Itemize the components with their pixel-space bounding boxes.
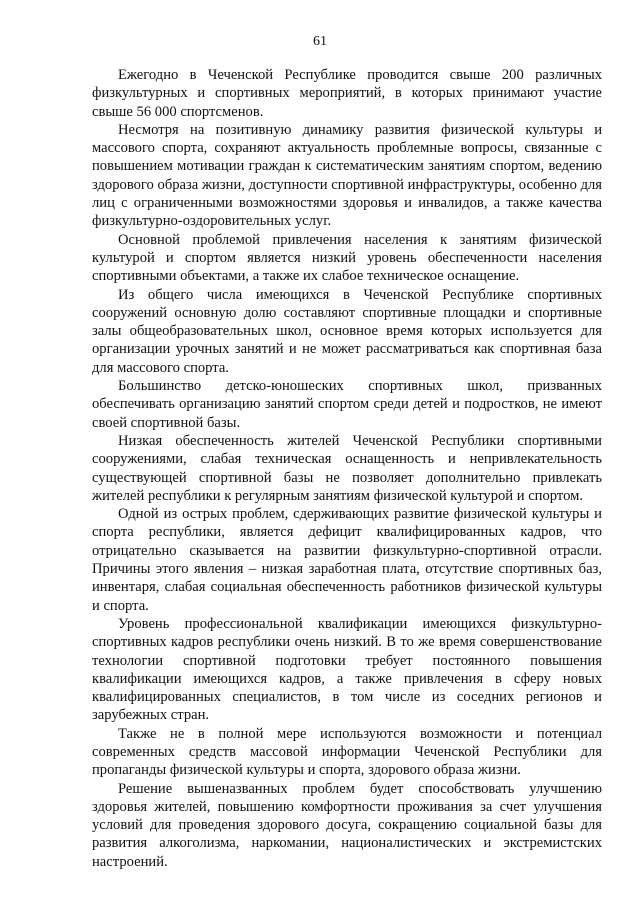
body-text [92, 66, 602, 871]
paragraph: Ежегодно в Чеченской Республике проводится свыше 200 различных физкультурных и спортивных мероприятий, в которых принимают участие свыше 56 000 спортсменов. [92, 67, 602, 120]
paragraph: Также не в полной мере используются возможности и потенциал современных средств массовой информации Чеченской Республики для пропаганды физической культуры и спорта, здорового образа жизни. [92, 725, 602, 779]
paragraph: Из общего числа имеющихся в Чеченской Республике спортивных сооружений основную долю составляют спортивные площадки и спортивные залы общеобразовательных школ, основное время которых используется для организации урочных занятий и не может рассматриваться как спортивная база для массового спорта. [92, 286, 602, 376]
paragraph: Большинство детско-юношеских спортивных школ, призванных обеспечивать организацию занятий спортом среди детей и подростков, не имеют своей спортивной базы. [92, 378, 602, 431]
paragraph: Несмотря на позитивную динамику развития физической культуры и массового спорта, сохраняют актуальность проблемные вопросы, связанные с повышением мотивации граждан к систематическим занятиям спортом, ведению здорового образа жизни, доступности спортивной инфраструктуры, особенно для лиц с ограниченными возможностями здоровья и инвалидов, а также качества физкультурно-оздоровительных услуг. [92, 121, 602, 230]
paragraph: Одной из острых проблем, сдерживающих развитие физической культуры и спорта республики, является дефицит квалифицированных кадров, что отрицательно сказывается на развитии физкультурно-спортивной отрасли. Причины этого явления – низкая заработная плата, отсутствие спортивных баз, инвентаря, слабая социальная обеспеченность работников физической культуры и спорта. [92, 506, 602, 614]
paragraph: Уровень профессиональной квалификации имеющихся физкультурно-спортивных кадров республики очень низкий. В то же время совершенствование технологии спортивной подготовки требует постоянного повышения квалификации имеющихся кадров, а также привлечения в сферу новых квалифицированных специалистов, в том числе из соседних регионов и зарубежных стран. [92, 615, 602, 724]
paragraph: Основной проблемой привлечения населения к занятиям физической культурой и спортом является низкий уровень обеспеченности населения спортивными объектами, а также их слабое техническое оснащение. [92, 231, 602, 285]
paragraph: Решение вышеназванных проблем будет способствовать улучшению здоровья жителей, повышению комфортности проживания за счет улучшения условий для проведения здорового досуга, сокращению социальной базы для развития алкоголизма, наркомании, националистических и экстремистских настроений. [92, 780, 602, 870]
page-number: 61 [313, 34, 327, 49]
paragraph: Низкая обеспеченность жителей Чеченской Республики спортивными сооружениями, слабая техническая оснащенность и непривлекательность существующей спортивной базы не позволяет дополнительно привлекать жителей республики к регулярным занятиям физической культурой и спортом. [92, 432, 602, 504]
